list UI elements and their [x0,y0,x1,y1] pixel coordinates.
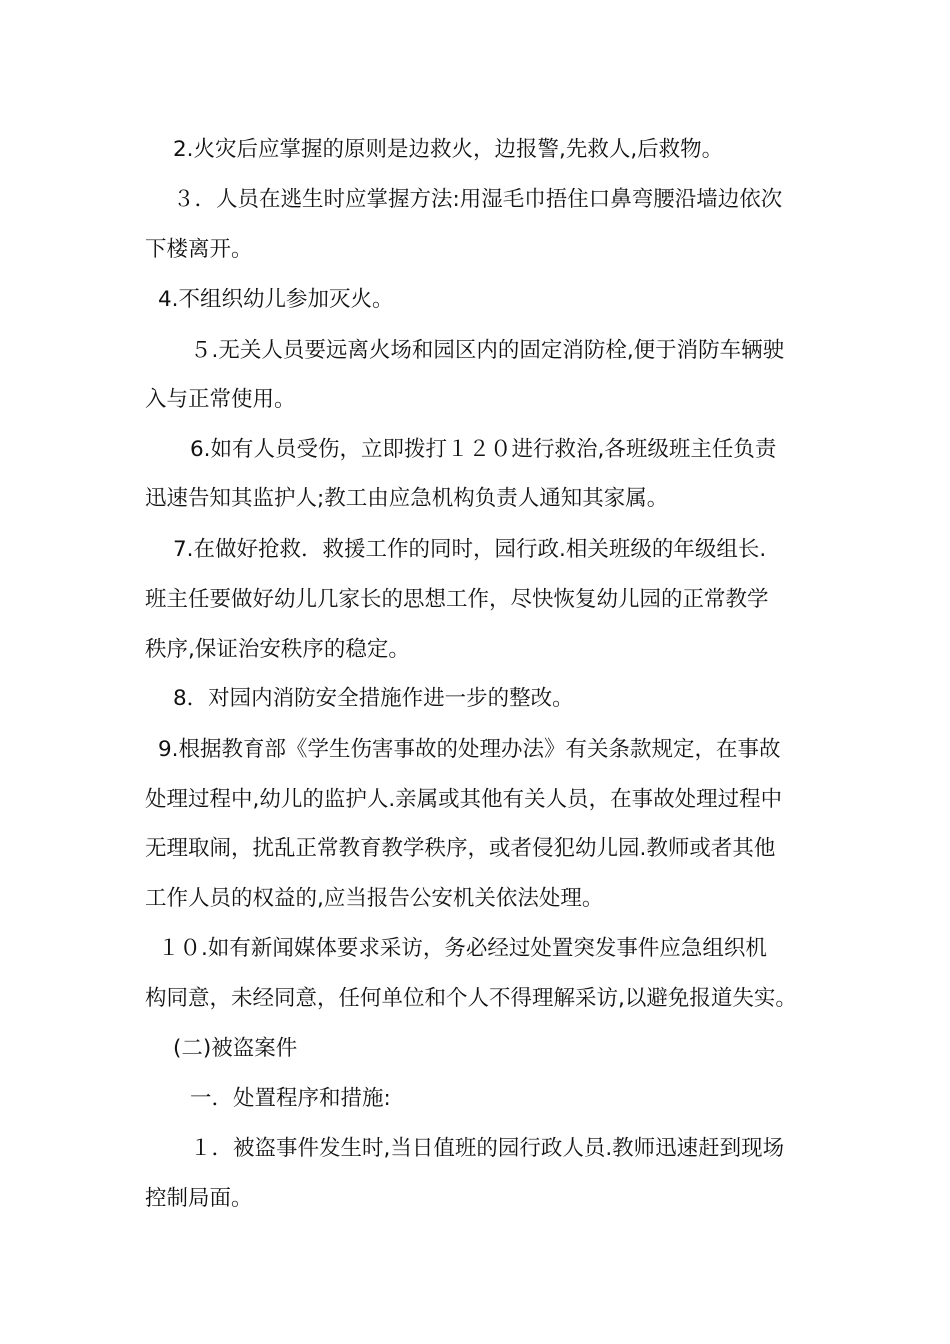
paragraph-9-line-3: 无理取闹，扰乱正常教育教学秩序，或者侵犯幼儿园.教师或者其他 [145,836,776,861]
section-heading: (二)被盗案件 [173,1036,298,1061]
subsection-heading: 一．处置程序和措施: [190,1086,391,1111]
paragraph-7-line-3: 秩序,保证治安秩序的稳定。 [145,637,410,662]
paragraph-6-line-2: 迅速告知其监护人;教工由应急机构负责人通知其家属。 [145,486,669,511]
paragraph-9-line-2: 处理过程中,幼儿的监护人.亲属或其他有关人员，在事故处理过程中 [145,787,783,812]
paragraph-5-line-2: 入与正常使用。 [145,387,296,412]
paragraph-9-line-4: 工作人员的权益的,应当报告公安机关依法处理。 [145,886,604,911]
paragraph-6-line-1: 6.如有人员受伤，立即拨打１２０进行救治,各班级班主任负责 [190,437,777,462]
paragraph-3-line-2: 下楼离开。 [145,237,253,262]
paragraph-10-line-2: 构同意，未经同意，任何单位和个人不得理解采访,以避免报道失实。 [145,986,797,1011]
paragraph-7-line-1: 7.在做好抢救．救援工作的同时，园行政.相关班级的年级组长. [173,537,767,562]
paragraph-5-line-1: ５.无关人员要远离火场和园区内的固定消防栓,便于消防车辆驶 [190,338,785,363]
paragraph-3-line-1: ３．人员在逃生时应掌握方法:用湿毛巾捂住口鼻弯腰沿墙边依次 [173,187,783,212]
paragraph-8-line-1: 8．对园内消防安全措施作进一步的整改。 [173,686,574,711]
paragraph-2-line-1: 2.火灾后应掌握的原则是边救火，边报警,先救人,后救物。 [173,137,724,162]
paragraph-11-line-2: 控制局面。 [145,1186,253,1211]
paragraph-7-line-2: 班主任要做好幼儿几家长的思想工作，尽快恢复幼儿园的正常教学 [145,587,769,612]
paragraph-9-line-1: 9.根据教育部《学生伤害事故的处理办法》有关条款规定，在事故 [158,737,781,762]
paragraph-11-line-1: １．被盗事件发生时,当日值班的园行政人员.教师迅速赶到现场 [190,1136,785,1161]
paragraph-4-line-1: 4.不组织幼儿参加灭火。 [158,287,394,312]
paragraph-10-line-1: １０.如有新闻媒体要求采访，务必经过处置突发事件应急组织机 [158,936,767,961]
